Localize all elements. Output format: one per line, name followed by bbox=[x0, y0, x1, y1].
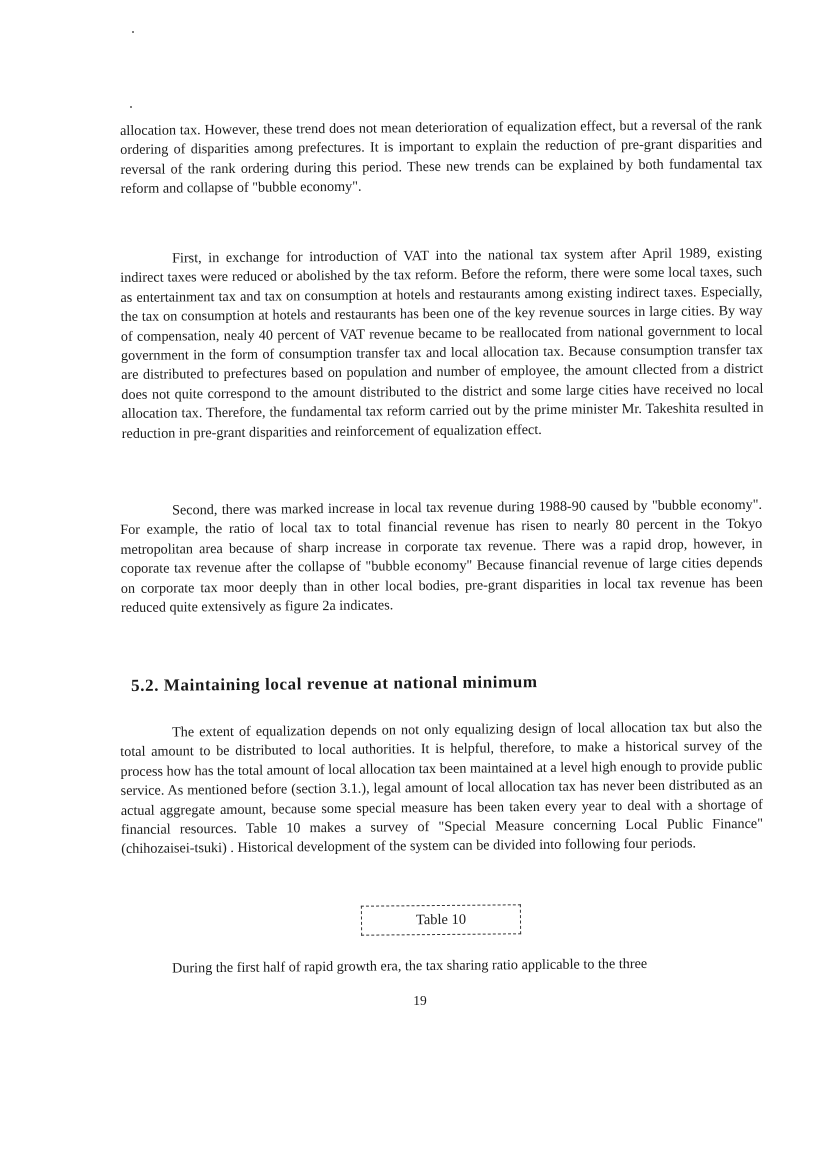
paragraph-equalization-extent: The extent of equalization depends on not only equalizing design of local allocation tax but also the total amount to be distributed to local authorities. It is helpful, therefore, to make a historical survey of the process how has the total amount of local allocation tax been maintained at a level high enough to provide public service. As mentioned before (section 3.1.), legal amount of local allocation tax has never been distributed as an actual aggregate amount, because some special measure has been taken every year to deal with a shortage of financial resources. Table 10 makes a survey of "Special Measure concerning Local Public Finance"(chihozaisei-tsuki) . Historical development of the system can be divided into following four periods. bbox=[120, 718, 764, 858]
section-heading: 5.2. Maintaining local revenue at national minimum bbox=[131, 672, 538, 695]
scan-speck bbox=[130, 106, 132, 108]
paragraph-intro-continuation: allocation tax. However, these trend does not mean deterioration of equalization effect, but a reversal of the rank ordering of disparities among prefectures. It is important to explain the reduction of pre-grant disparities and reversal of the rank ordering during this period. These new trends can be explained by both fundamental tax reform and collapse of "bubble economy". bbox=[120, 116, 763, 198]
table-reference-box bbox=[361, 904, 521, 935]
table-reference-label: Table 10 bbox=[415, 911, 467, 928]
scan-speck bbox=[132, 31, 134, 33]
paragraph-rapid-growth-era: During the first half of rapid growth era, the tax sharing ratio applicable to the three bbox=[172, 955, 648, 977]
page-number: 19 bbox=[413, 993, 427, 1008]
paragraph-second-bubble-economy: Second, there was marked increase in local tax revenue during 1988-90 caused by "bubble economy". For example, the ratio of local tax to total financial revenue has risen to nearly 80 percent in the Tokyo metropolitan area because of sharp increase in corporate tax revenue. There was a rapid drop, however, in coporate tax revenue after the collapse of "bubble economy" Because financial revenue of large cities depends on corporate tax moor deeply than in other local bodies, pre-grant disparities in local tax revenue has been reduced quite extensively as figure 2a indicates. bbox=[120, 496, 763, 617]
paragraph-first-tax-reform: First, in exchange for introduction of VAT into the national tax system after April 1989, existing indirect taxes were reduced or abolished by the tax reform. Before the reform, there were some local taxes, such as entertainment tax and tax on consumption at hotels and restaurants among existing indirect taxes. Especially, the tax on consumption at hotels and restaurants has been one of the key revenue sources in large cities. By way of compensation, nealy 40 percent of VAT revenue became to be reallocated from national government to local government in the form of consumption transfer tax and local allocation tax. Because consumption transfer tax are distributed to prefectures based on population and number of employee, the amount cllected from a district does not quite correspond to the amount distributed to the district and some large cities have received no local allocation tax. Therefore, the fundamental tax reform carried out by the prime minister Mr. Takeshita resulted in reduction in pre-grant disparities and reinforcement of equalization effect. bbox=[120, 244, 764, 442]
